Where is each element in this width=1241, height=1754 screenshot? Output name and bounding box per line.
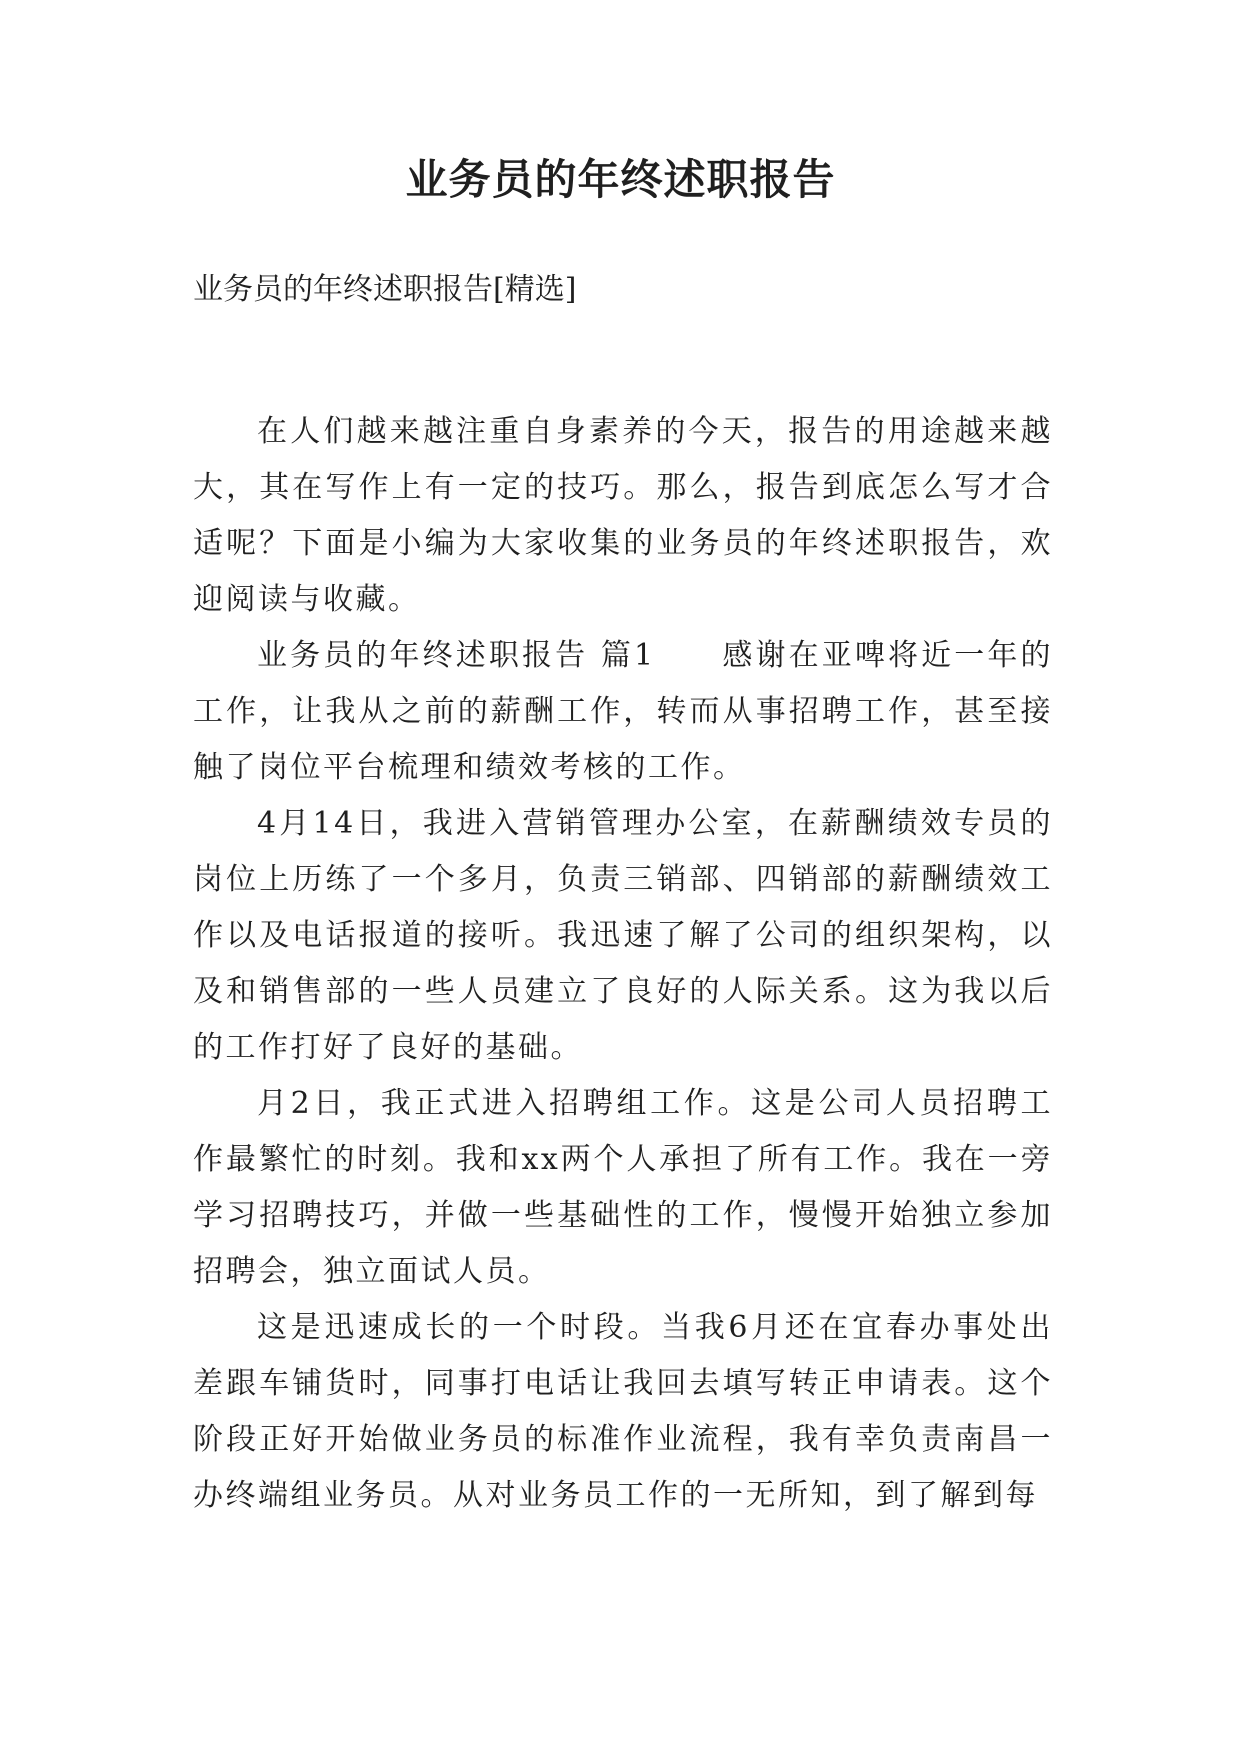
paragraph: 在人们越来越注重自身素养的今天，报告的用途越来越大，其在写作上有一定的技巧。那么，报告到底怎么写才合适呢？下面是小编为大家收集的业务员的年终述职报告，欢迎阅读与收藏。 [193, 414, 1053, 617]
paragraph: 月2日，我正式进入招聘组工作。这是公司人员招聘工作最繁忙的时刻。我和xx两个人承担了所有工作。我在一旁学习招聘技巧，并做一些基础性的工作，慢慢开始独立参加招聘会，独立面试人员。 [193, 1086, 1053, 1289]
document-body [193, 404, 1053, 1524]
paragraph: 业务员的年终述职报告 篇1 感谢在亚啤将近一年的工作，让我从之前的薪酬工作，转而从事招聘工作，甚至接触了岗位平台梳理和绩效考核的工作。 [193, 638, 1053, 785]
document-title: 业务员的年终述职报告 [405, 155, 836, 204]
paragraph: 4月14日，我进入营销管理办公室，在薪酬绩效专员的岗位上历练了一个多月，负责三销部、四销部的薪酬绩效工作以及电话报道的接听。我迅速了解了公司的组织架构，以及和销售部的一些人员建立了良好的人际关系。这为我以后的工作打好了良好的基础。 [193, 806, 1053, 1065]
paragraph: 这是迅速成长的一个时段。当我6月还在宜春办事处出差跟车铺货时，同事打电话让我回去填写转正申请表。这个阶段正好开始做业务员的标准作业流程，我有幸负责南昌一办终端组业务员。从对业务员工作的一无所知，到了解到每 [193, 1310, 1053, 1513]
document-subtitle: 业务员的年终述职报告[精选] [193, 272, 577, 307]
